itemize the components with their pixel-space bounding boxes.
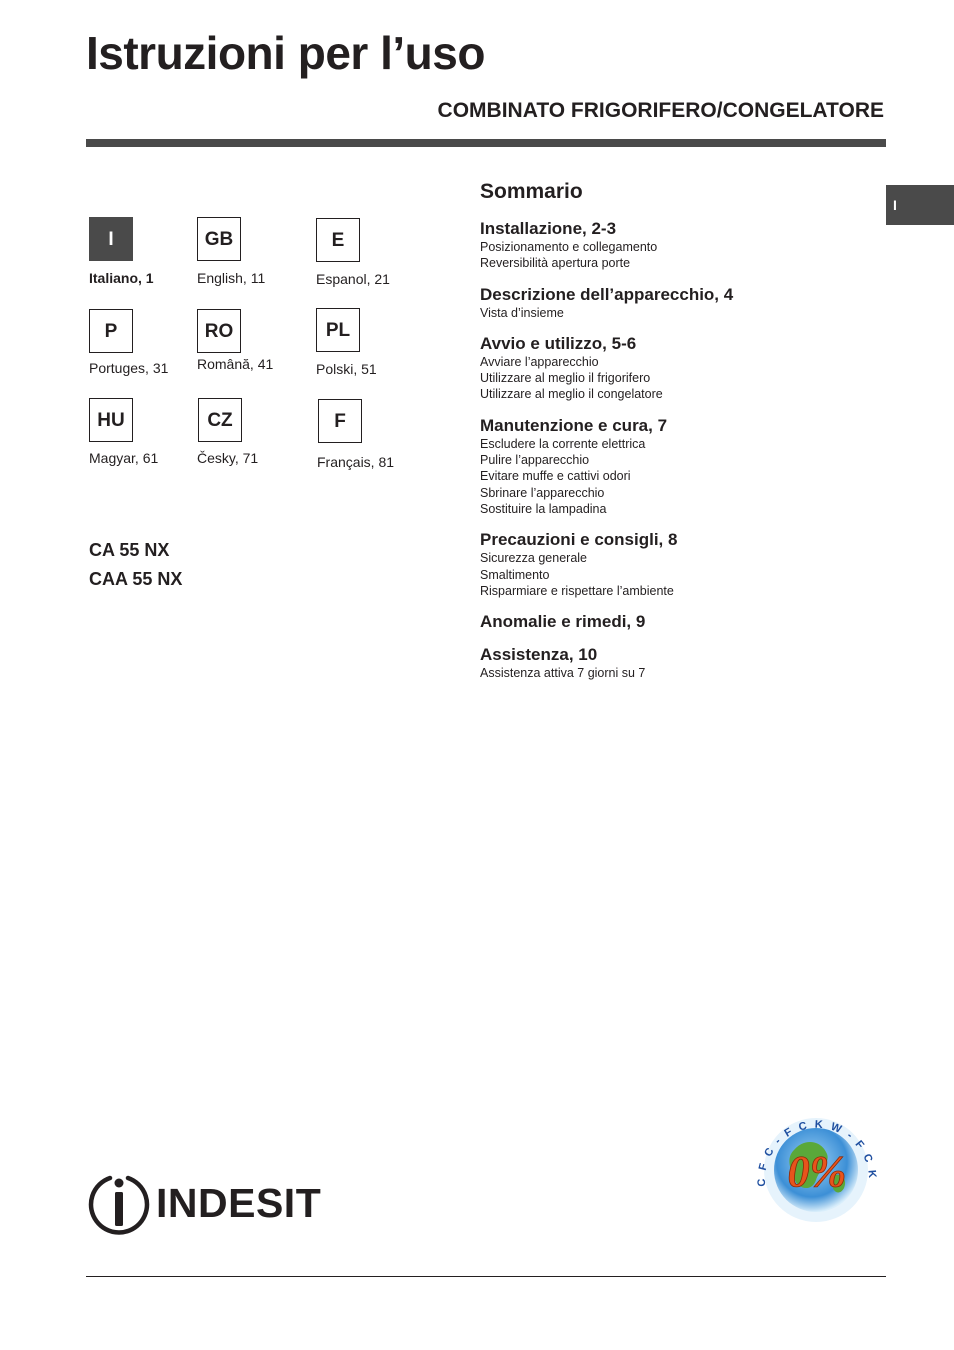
document-title: Istruzioni per l’uso (86, 27, 485, 79)
model-number: CAA 55 NX (89, 569, 183, 589)
lang-code-english: GB (197, 217, 241, 261)
toc-section (480, 612, 860, 632)
toc-section (480, 219, 860, 272)
table-of-contents (480, 219, 860, 694)
toc-item: Sbrinare l’apparecchio (480, 485, 605, 500)
lang-label-spanish: Espanol, 21 (316, 271, 390, 287)
toc-section (480, 285, 860, 321)
lang-label-french: Français, 81 (317, 454, 395, 470)
header-rule (86, 139, 886, 147)
brand-wordmark: INDESIT (156, 1179, 322, 1226)
model-number: CA 55 NX (89, 540, 170, 560)
toc-section (480, 530, 860, 599)
brand-logo (88, 1170, 321, 1236)
toc-item: Assistenza attiva 7 giorni su 7 (480, 666, 646, 681)
toc-item: Avviare l’apparecchio (480, 354, 599, 369)
toc-item: Reversibilità apertura porte (480, 256, 631, 271)
toc-item: Utilizzare al meglio il congelatore (480, 387, 663, 402)
footer-rule (86, 1276, 886, 1277)
lang-code-portuguese: P (89, 309, 133, 353)
product-subtitle: COMBINATO FRIGORIFERO/CONGELATORE (437, 99, 884, 122)
lang-code-czech: CZ (198, 398, 242, 442)
toc-section (480, 334, 860, 403)
toc-heading: Precauzioni e consigli, 8 (480, 530, 678, 550)
toc-item: Escludere la corrente elettrica (480, 436, 646, 451)
toc-section (480, 645, 860, 681)
table-of-contents-title: Sommario (480, 180, 583, 203)
lang-label-hungarian: Magyar, 61 (89, 450, 159, 466)
toc-item: Posizionamento e collegamento (480, 240, 658, 254)
indesit-i-icon (88, 1170, 150, 1236)
toc-heading: Assistenza, 10 (480, 645, 598, 665)
toc-heading: Manutenzione e cura, 7 (480, 415, 668, 435)
lang-code-polish: PL (316, 308, 360, 352)
toc-item: Risparmiare e rispettare l’ambiente (480, 583, 674, 598)
language-side-tab: I (886, 185, 954, 225)
toc-item: Sostituire la lampadina (480, 501, 607, 516)
toc-heading: Avvio e utilizzo, 5-6 (480, 333, 637, 353)
lang-code-spanish: E (316, 218, 360, 262)
lang-code-hungarian: HU (89, 398, 133, 442)
lang-code-french: F (318, 399, 362, 443)
lang-label-english: English, 11 (197, 270, 266, 286)
cfc-free-globe-icon (746, 1098, 886, 1238)
toc-heading: Anomalie e rimedi, 9 (480, 612, 646, 632)
zero-percent-label: 0% (787, 1147, 847, 1196)
lang-label-portuguese: Portuges, 31 (89, 360, 169, 376)
toc-item: Utilizzare al meglio il frigorifero (480, 371, 651, 386)
toc-heading: Installazione, 2-3 (480, 219, 617, 238)
lang-label-czech: Česky, 71 (197, 450, 259, 466)
toc-item: Vista d’insieme (480, 305, 564, 320)
cfc-ring-text: C F C - F C K W - F C K (755, 1118, 879, 1187)
lang-label-polish: Polski, 51 (316, 361, 377, 377)
toc-item: Sicurezza generale (480, 551, 588, 566)
lang-code-italian: I (89, 217, 133, 261)
toc-item: Pulire l’apparecchio (480, 453, 590, 468)
lang-label-italian: Italiano, 1 (89, 270, 154, 286)
toc-section (480, 416, 860, 517)
toc-item: Evitare muffe e cattivi odori (480, 469, 631, 484)
toc-heading: Descrizione dell’apparecchio, 4 (480, 284, 734, 304)
lang-label-romanian: Română, 41 (197, 356, 274, 372)
lang-code-romanian: RO (197, 309, 241, 353)
toc-item: Smaltimento (480, 567, 550, 582)
